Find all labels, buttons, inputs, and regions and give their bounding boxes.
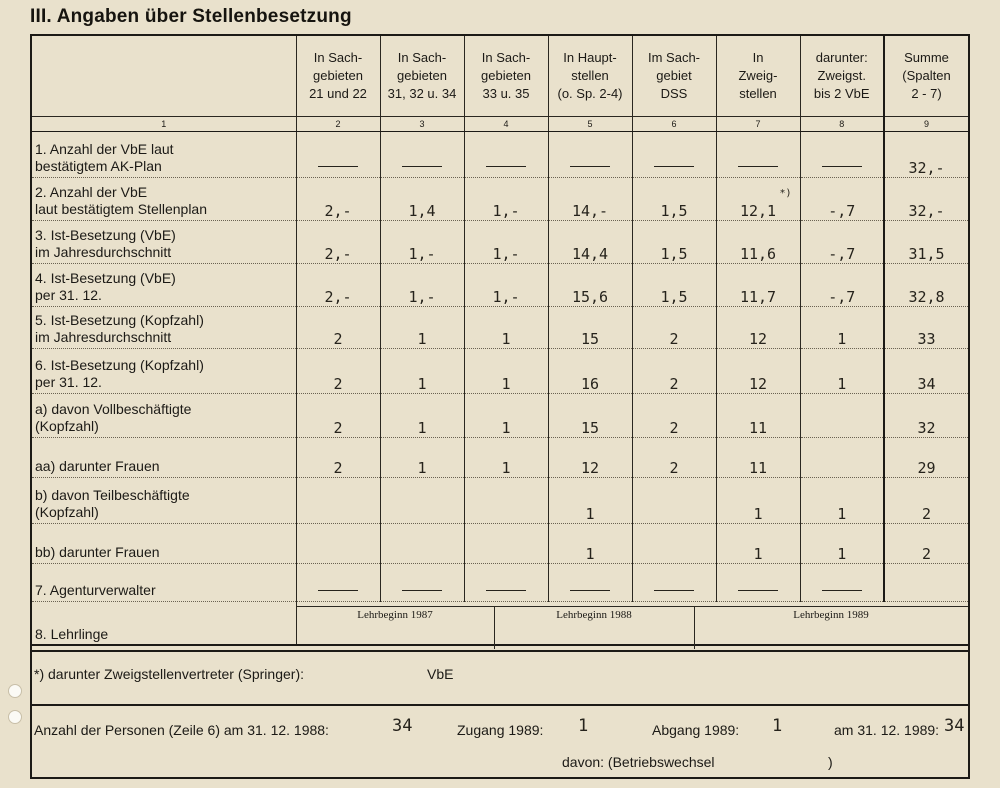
column-number: 5 xyxy=(548,117,632,132)
column-number: 9 xyxy=(884,117,968,132)
cell-value: 2,- xyxy=(296,178,380,221)
cell-value xyxy=(380,132,464,178)
blank-dash xyxy=(654,590,694,591)
personen-label: Anzahl der Personen (Zeile 6) am 31. 12. 1988: xyxy=(34,722,329,738)
springer-unit: VbE xyxy=(427,666,454,682)
row-label: bb) darunter Frauen xyxy=(32,524,296,564)
cell-value xyxy=(296,132,380,178)
cell-value: 12 xyxy=(548,438,632,478)
cell-value: 12 xyxy=(716,307,800,349)
cell-value: 29 xyxy=(884,438,968,478)
lehrbeginn-1988: Lehrbeginn 1988 xyxy=(494,607,695,649)
lehrlinge-years xyxy=(296,606,968,649)
cell-value xyxy=(800,564,884,602)
row-label: 1. Anzahl der VbE laut bestätigtem AK-Plan xyxy=(32,132,296,178)
column-header-2: In Sach- gebieten 21 und 22 xyxy=(296,36,380,117)
cell-value: 2 xyxy=(296,349,380,394)
cell-value: 1,- xyxy=(464,221,548,264)
cell-value xyxy=(548,564,632,602)
cell-value: 1 xyxy=(464,349,548,394)
cell-value: 1 xyxy=(800,524,884,564)
abgang-value: 1 xyxy=(772,716,783,736)
cell-value: 1 xyxy=(380,438,464,478)
cell-value xyxy=(632,524,716,564)
cell-value: -,7 xyxy=(800,264,884,307)
row-label: 5. Ist-Besetzung (Kopfzahl) im Jahresdurchschnitt xyxy=(32,307,296,349)
cell-value: 1 xyxy=(380,307,464,349)
cell-value: 1,- xyxy=(380,221,464,264)
cell-value: 34 xyxy=(884,349,968,394)
column-number: 7 xyxy=(716,117,800,132)
cell-value: 15 xyxy=(548,394,632,438)
column-number: 8 xyxy=(800,117,884,132)
blank-dash xyxy=(318,166,358,167)
cell-value: 1 xyxy=(464,307,548,349)
table-row xyxy=(32,132,968,178)
cell-value xyxy=(716,132,800,178)
row-label: b) davon Teilbeschäftigte (Kopfzahl) xyxy=(32,478,296,524)
cell-value: 2 xyxy=(296,394,380,438)
cell-value: 1,- xyxy=(464,178,548,221)
column-number-row xyxy=(32,117,968,132)
punch-hole xyxy=(8,684,22,698)
cell-value: 32,8 xyxy=(884,264,968,307)
cell-value: 14,4 xyxy=(548,221,632,264)
cell-value: 11,6 xyxy=(716,221,800,264)
column-header-row xyxy=(32,36,968,117)
blank-dash xyxy=(486,166,526,167)
personen-1989-value: 34 xyxy=(944,716,965,736)
cell-value xyxy=(464,564,548,602)
cell-value: 1 xyxy=(548,478,632,524)
cell-value xyxy=(380,478,464,524)
cell-value: 1,5 xyxy=(632,221,716,264)
cell-value xyxy=(800,394,884,438)
cell-value xyxy=(632,564,716,602)
cell-value: 1,5 xyxy=(632,264,716,307)
springer-label: *) darunter Zweigstellenvertreter (Springer): xyxy=(34,666,304,682)
column-header-9: Summe (Spalten 2 - 7) xyxy=(884,36,968,117)
blank-dash xyxy=(738,590,778,591)
cell-value: 1 xyxy=(800,307,884,349)
table-row xyxy=(32,394,968,438)
blank-dash xyxy=(402,590,442,591)
cell-value: 2 xyxy=(884,524,968,564)
blank-dash xyxy=(822,590,862,591)
section-title: III. Angaben über Stellenbesetzung xyxy=(30,6,352,27)
cell-value xyxy=(296,478,380,524)
cell-value: 1 xyxy=(716,478,800,524)
table-row xyxy=(32,221,968,264)
zugang-label: Zugang 1989: xyxy=(457,722,544,738)
cell-value: 2 xyxy=(632,394,716,438)
cell-value: 1 xyxy=(800,349,884,394)
table-row xyxy=(32,307,968,349)
cell-value: 2,- xyxy=(296,264,380,307)
cell-value: 1 xyxy=(464,438,548,478)
cell-value: 31,5 xyxy=(884,221,968,264)
cell-value xyxy=(296,564,380,602)
blank-dash xyxy=(570,166,610,167)
row-label: 6. Ist-Besetzung (Kopfzahl) per 31. 12. xyxy=(32,349,296,394)
cell-value: 2 xyxy=(296,307,380,349)
column-header-7: In Zweig- stellen xyxy=(716,36,800,117)
row-label: aa) darunter Frauen xyxy=(32,438,296,478)
column-number: 6 xyxy=(632,117,716,132)
end-label: am 31. 12. 1989: xyxy=(834,722,940,738)
cell-value xyxy=(548,132,632,178)
cell-value: 11 xyxy=(716,438,800,478)
cell-value xyxy=(464,132,548,178)
column-header-8: darunter: Zweigst. bis 2 VbE xyxy=(800,36,884,117)
lehrbeginn-1989: Lehrbeginn 1989 xyxy=(793,609,869,621)
cell-value xyxy=(296,524,380,564)
personen-1988-value: 34 xyxy=(392,716,413,736)
cell-value: 1 xyxy=(800,478,884,524)
cell-value xyxy=(464,478,548,524)
cell-value: -,7 xyxy=(800,178,884,221)
cell-value: 1 xyxy=(716,524,800,564)
cell-value: 11 xyxy=(716,394,800,438)
column-number: 2 xyxy=(296,117,380,132)
row-label: 4. Ist-Besetzung (VbE) per 31. 12. xyxy=(32,264,296,307)
cell-value: 15,6 xyxy=(548,264,632,307)
cell-value xyxy=(380,564,464,602)
cell-value: 33 xyxy=(884,307,968,349)
column-header-1 xyxy=(32,36,296,117)
row-label: a) davon Vollbeschäftigte (Kopfzahl) xyxy=(32,394,296,438)
punch-hole xyxy=(8,710,22,724)
cell-value: 2,- xyxy=(296,221,380,264)
column-number: 4 xyxy=(464,117,548,132)
cell-value: 32,- xyxy=(884,178,968,221)
blank-dash xyxy=(570,590,610,591)
abgang-label: Abgang 1989: xyxy=(652,722,740,738)
column-number: 1 xyxy=(32,117,296,132)
lehrbeginn-1987: Lehrbeginn 1987 xyxy=(296,607,495,649)
cell-value: 2 xyxy=(632,349,716,394)
cell-value: 12 xyxy=(716,349,800,394)
blank-dash xyxy=(486,590,526,591)
blank-dash xyxy=(402,166,442,167)
blank-dash xyxy=(318,590,358,591)
lehrlinge-label: 8. Lehrlinge xyxy=(32,602,296,646)
cell-value: 1 xyxy=(380,394,464,438)
blank-dash xyxy=(654,166,694,167)
cell-value: 15 xyxy=(548,307,632,349)
cell-value xyxy=(632,478,716,524)
cell-value: -,7 xyxy=(800,221,884,264)
row-label: 2. Anzahl der VbE laut bestätigtem Stellenplan xyxy=(32,178,296,221)
cell-value: 11,7 xyxy=(716,264,800,307)
column-header-4: In Sach- gebieten 33 u. 35 xyxy=(464,36,548,117)
davon-label: davon: (Betriebswechsel xyxy=(562,754,715,770)
staffing-form xyxy=(30,34,970,779)
cell-value: 32 xyxy=(884,394,968,438)
table-row xyxy=(32,524,968,564)
cell-value: 2 xyxy=(632,438,716,478)
column-header-5: In Haupt- stellen (o. Sp. 2-4) xyxy=(548,36,632,117)
zugang-value: 1 xyxy=(578,716,589,736)
cell-value xyxy=(632,132,716,178)
cell-value: 1 xyxy=(464,394,548,438)
cell-value: 2 xyxy=(632,307,716,349)
table-row xyxy=(32,178,968,221)
cell-value xyxy=(800,132,884,178)
cell-value xyxy=(380,524,464,564)
column-header-6: Im Sach- gebiet DSS xyxy=(632,36,716,117)
cell-value: 2 xyxy=(296,438,380,478)
table-row xyxy=(32,438,968,478)
cell-value: 12,1 *) xyxy=(716,178,800,221)
cell-value: 32,- xyxy=(884,132,968,178)
row-label: 7. Agenturverwalter xyxy=(32,564,296,602)
table-row xyxy=(32,349,968,394)
cell-value: 1,- xyxy=(380,264,464,307)
cell-value xyxy=(884,564,968,602)
cell-value xyxy=(464,524,548,564)
cell-value: 2 xyxy=(884,478,968,524)
cell-value xyxy=(716,564,800,602)
cell-value: 1,5 xyxy=(632,178,716,221)
cell-value: 16 xyxy=(548,349,632,394)
davon-close: ) xyxy=(828,754,833,770)
cell-value xyxy=(800,438,884,478)
column-number: 3 xyxy=(380,117,464,132)
cell-value: 1 xyxy=(548,524,632,564)
table-row xyxy=(32,564,968,602)
cell-value: 1,4 xyxy=(380,178,464,221)
table-row xyxy=(32,478,968,524)
cell-value: 1 xyxy=(380,349,464,394)
blank-dash xyxy=(738,166,778,167)
footnote-mark: *) xyxy=(779,188,792,199)
row-label: 3. Ist-Besetzung (VbE) im Jahresdurchschnitt xyxy=(32,221,296,264)
staffing-table xyxy=(32,36,968,646)
column-header-3: In Sach- gebieten 31, 32 u. 34 xyxy=(380,36,464,117)
cell-value: 1,- xyxy=(464,264,548,307)
blank-dash xyxy=(822,166,862,167)
table-row xyxy=(32,264,968,307)
cell-value: 14,- xyxy=(548,178,632,221)
